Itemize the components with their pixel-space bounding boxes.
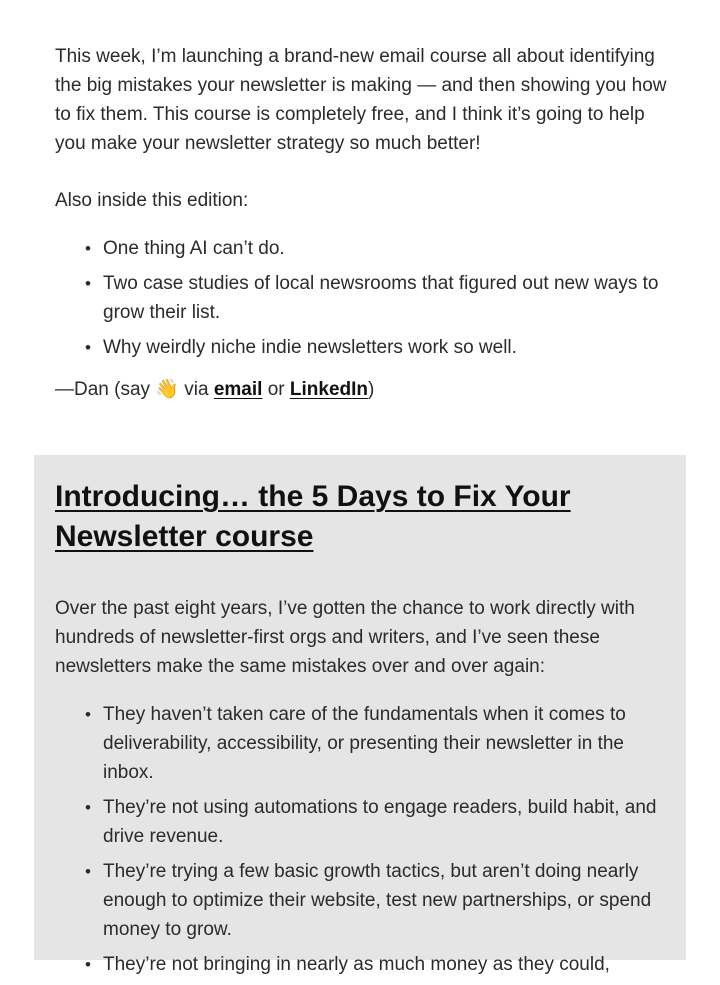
list-item: • Why weirdly niche indie newsletters work so well. [103,333,675,362]
list-item: • They’re trying a few basic growth tactics, but aren’t doing nearly enough to optimize their website, test new partnerships, or spend money to grow. [103,857,667,944]
linkedin-link[interactable]: LinkedIn [289,379,369,400]
list-item: • One thing AI can’t do. [103,234,675,263]
course-heading-link[interactable]: Introducing… the 5 Days to Fix Your Newsletter course [55,480,571,553]
list-item: • They’re not bringing in nearly as much money as they could, [103,950,667,979]
signoff-via: via [178,379,214,400]
list-item: • They’re not using automations to engage readers, build habit, and drive revenue. [103,793,667,851]
list-item: • Two case studies of local newsrooms that figured out new ways to grow their list. [103,269,675,327]
signoff-or: or [262,379,290,400]
intro-paragraph: This week, I’m launching a brand-new email course all about identifying the big mistakes your newsletter is making — and then showing you how to fix them. This course is completely free, and I think it’s going to help you make your newsletter strategy so much better! [55,46,667,154]
waving-hand-icon: 👋 [155,379,179,400]
mistakes-list [55,700,667,979]
newsletter-intro [55,42,675,404]
email-link[interactable]: email [213,379,263,400]
course-promo-content [55,477,667,985]
edition-contents-list [55,234,675,362]
signoff-suffix: ) [368,379,375,400]
course-promo-box [34,455,686,975]
edition-contents-label: Also inside this edition: [55,190,249,211]
signoff [55,375,675,404]
course-paragraph: Over the past eight years, I’ve gotten the chance to work directly with hundreds of newsletter-first orgs and writers, and I’ve seen these newsletters make the same mistakes over and over again: [55,598,635,677]
signoff-prefix: —Dan (say [55,379,156,400]
list-item: • They haven’t taken care of the fundamentals when it comes to deliverability, accessibility, or presenting their newsletter in the inbox. [103,700,667,787]
